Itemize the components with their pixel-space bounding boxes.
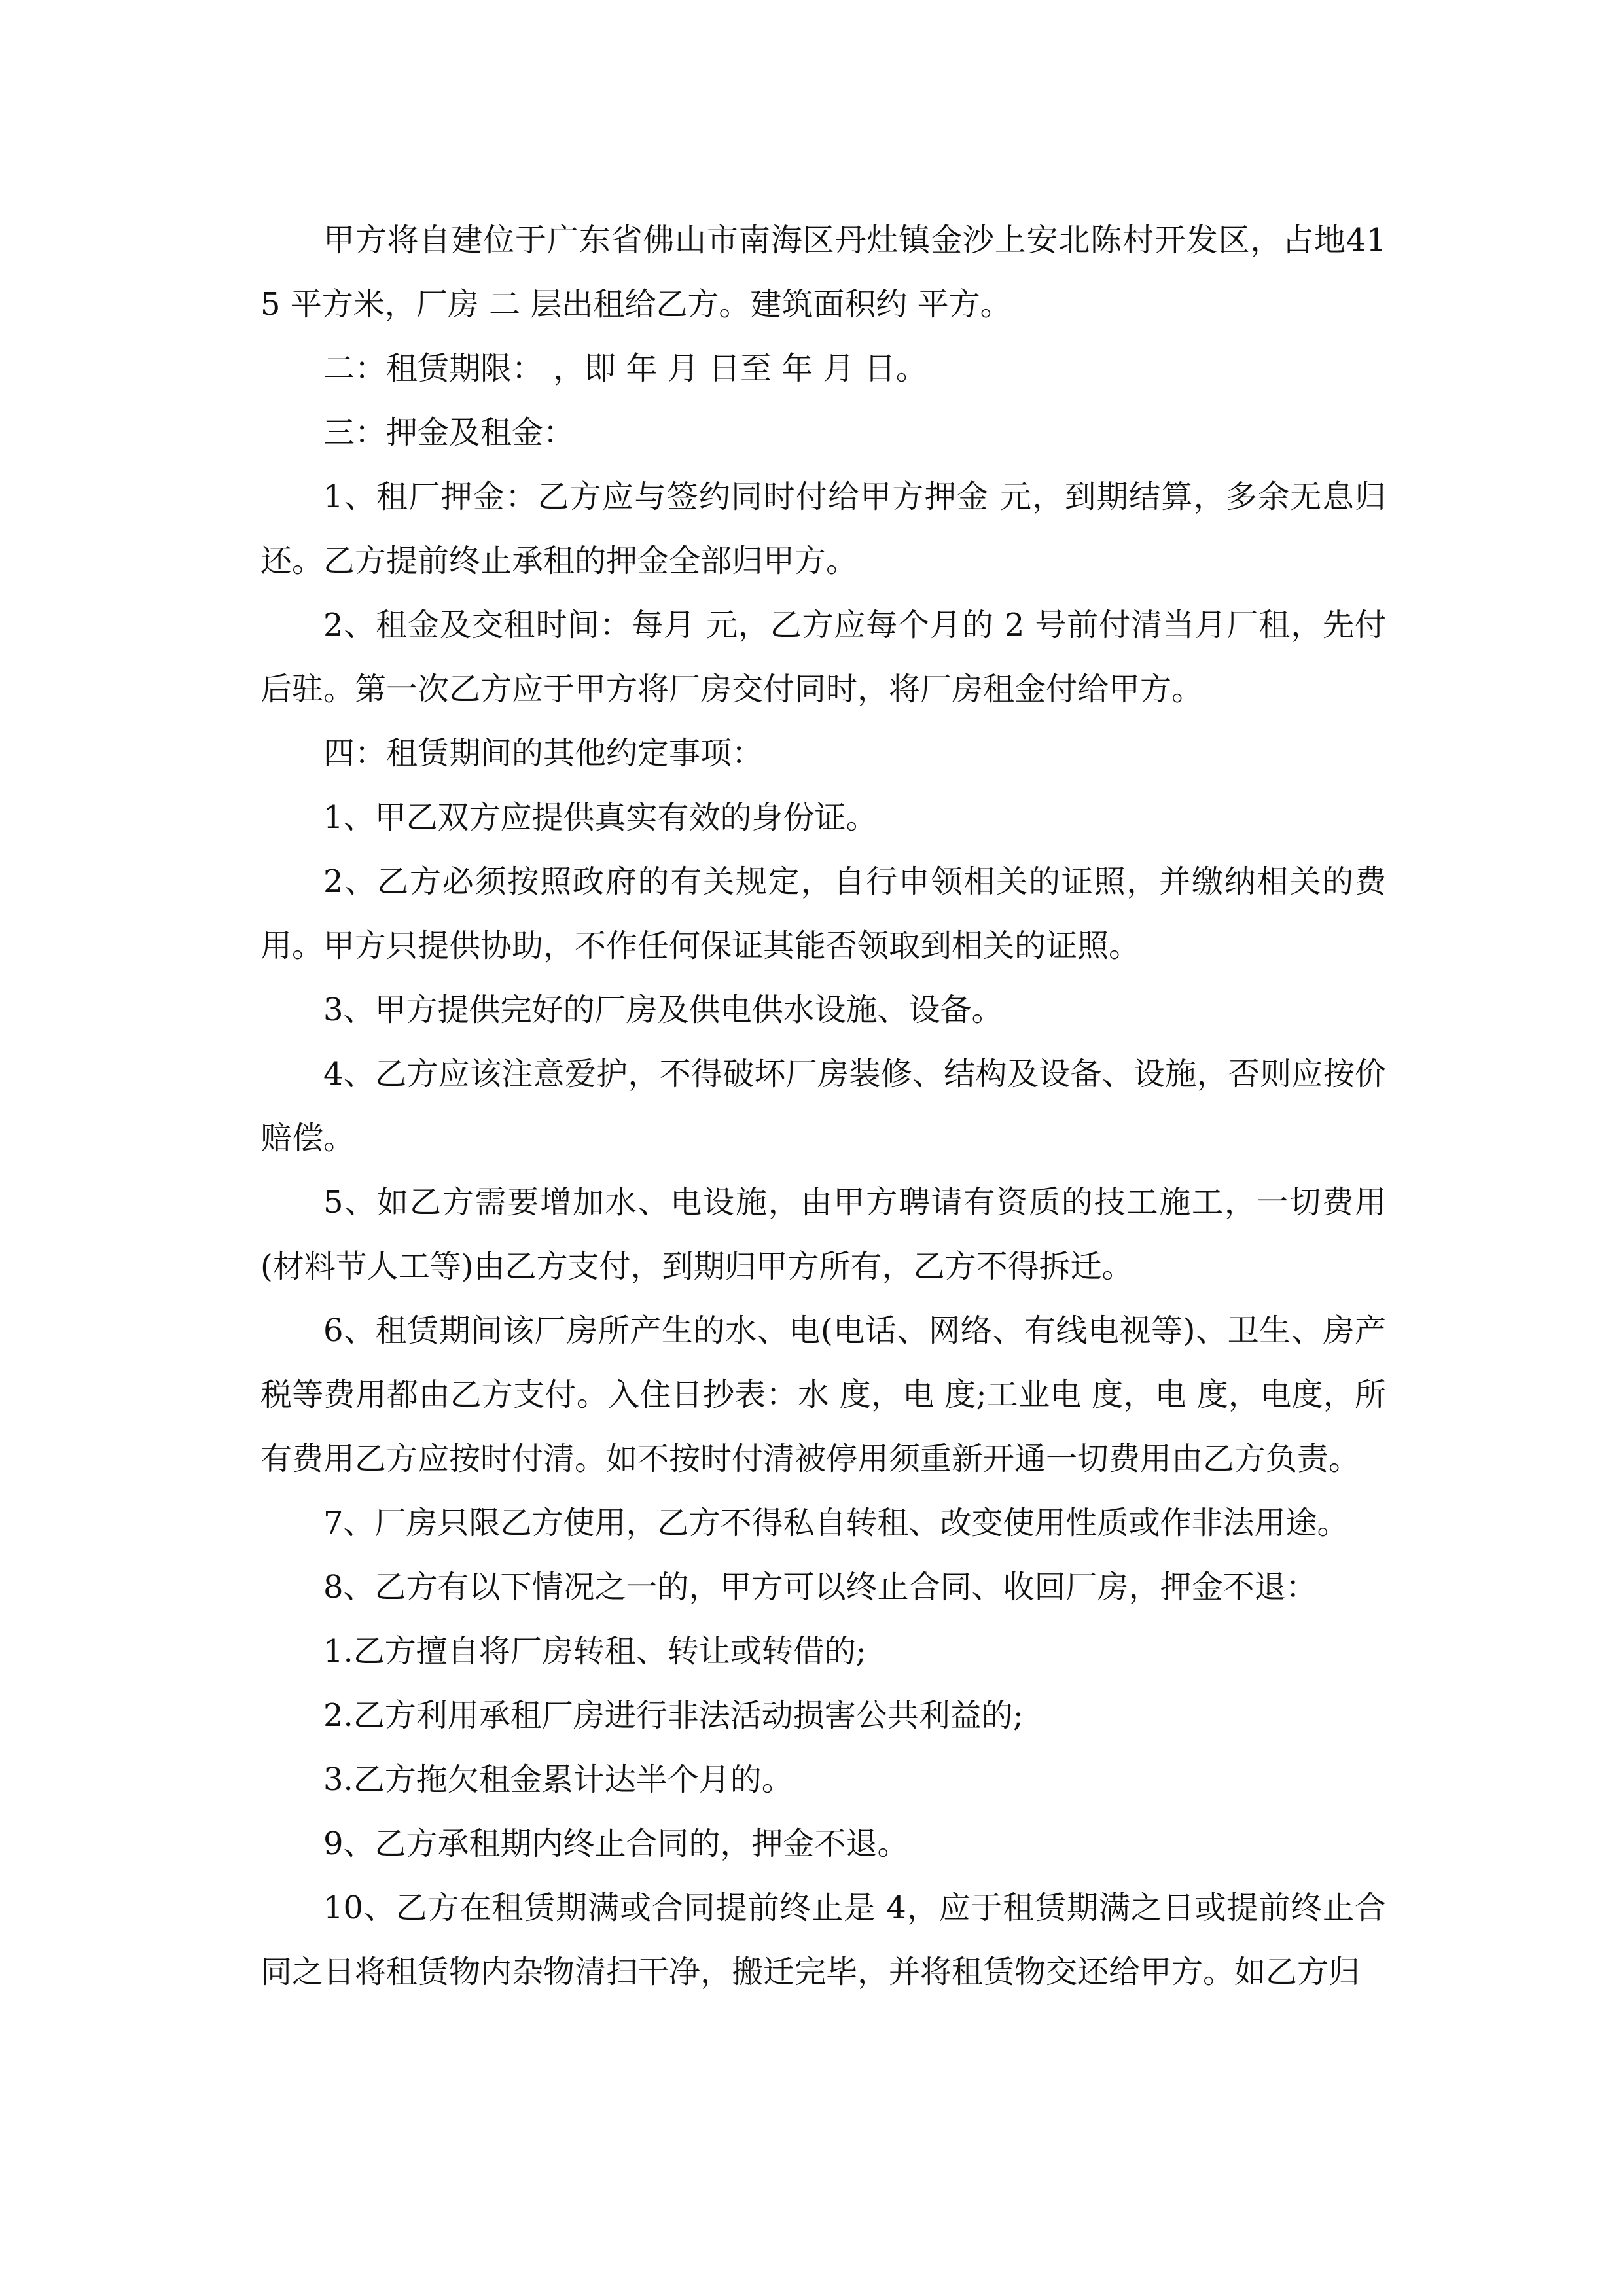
paragraph-care: 4、乙方应该注意爱护，不得破坏厂房装修、结构及设备、设施，否则应按价赔偿。 — [260, 1056, 1386, 1157]
paragraph-rent-payment: 2、租金及交租时间：每月 元，乙方应每个月的 2 号前付清当月厂租，先付后驻。第一次乙方应于甲方将厂房交付同时，将厂房租金付给甲方。 — [260, 607, 1386, 708]
paragraph-added-facilities: 5、如乙方需要增加水、电设施，由甲方聘请有资质的技工施工，一切费用(材料节人工等)由乙方支付，到期归甲方所有，乙方不得拆迁。 — [260, 1184, 1386, 1285]
paragraph-early-termination: 9、乙方承租期内终止合同的，押金不退。 — [323, 1825, 909, 1862]
paragraph-facilities: 3、甲方提供完好的厂房及供电供水设施、设备。 — [323, 992, 1003, 1028]
paragraph-use-restriction: 7、厂房只限乙方使用，乙方不得私自转租、改变使用性质或作非法用途。 — [323, 1505, 1349, 1541]
list-item-illegal-activity: 2.乙方利用承租厂房进行非法活动损害公共利益的; — [323, 1697, 1024, 1734]
paragraph-lease-term: 二：租赁期限： ，即 年 月 日至 年 月 日。 — [323, 350, 927, 387]
paragraph-expiry-handover: 10、乙方在租赁期满或合同提前终止是 4，应于租赁期满之日或提前终止合同之日将租赁物内杂物清扫干净，搬迁完毕，并将租赁物交还给甲方。如乙方归 — [260, 1890, 1386, 1990]
paragraph-id-cards: 1、甲乙双方应提供真实有效的身份证。 — [323, 799, 878, 836]
paragraph-licenses: 2、乙方必须按照政府的有关规定，自行申领相关的证照，并缴纳相关的费用。甲方只提供协助，不作任何保证其能否领取到相关的证照。 — [260, 863, 1386, 964]
paragraph-premises: 甲方将自建位于广东省佛山市南海区丹灶镇金沙上安北陈村开发区，占地415 平方米，厂房 二 层出租给乙方。建筑面积约 平方。 — [260, 222, 1386, 323]
paragraph-deposit: 1、租厂押金：乙方应与签约同时付给甲方押金 元，到期结算，多余无息归还。乙方提前终止承租的押金全部归甲方。 — [260, 478, 1386, 579]
heading-other-terms: 四：租赁期间的其他约定事项： — [323, 735, 764, 772]
list-item-sublease: 1.乙方擅自将厂房转租、转让或转借的; — [323, 1633, 866, 1670]
list-item-rent-arrears: 3.乙方拖欠租金累计达半个月的。 — [323, 1761, 793, 1798]
heading-deposit-and-rent: 三：押金及租金： — [323, 414, 575, 451]
paragraph-utilities: 6、租赁期间该厂房所产生的水、电(电话、网络、有线电视等)、卫生、房产税等费用都由乙方支付。入住日抄表：水 度，电 度;工业电 度，电 度，电度，所有费用乙方应按时付清。如不按时付清被停用须重新开通一切费用由乙方负责。 — [260, 1312, 1386, 1477]
paragraph-termination-conditions: 8、乙方有以下情况之一的，甲方可以终止合同、收回厂房，押金不退： — [323, 1569, 1317, 1605]
document-body — [260, 208, 1386, 2004]
